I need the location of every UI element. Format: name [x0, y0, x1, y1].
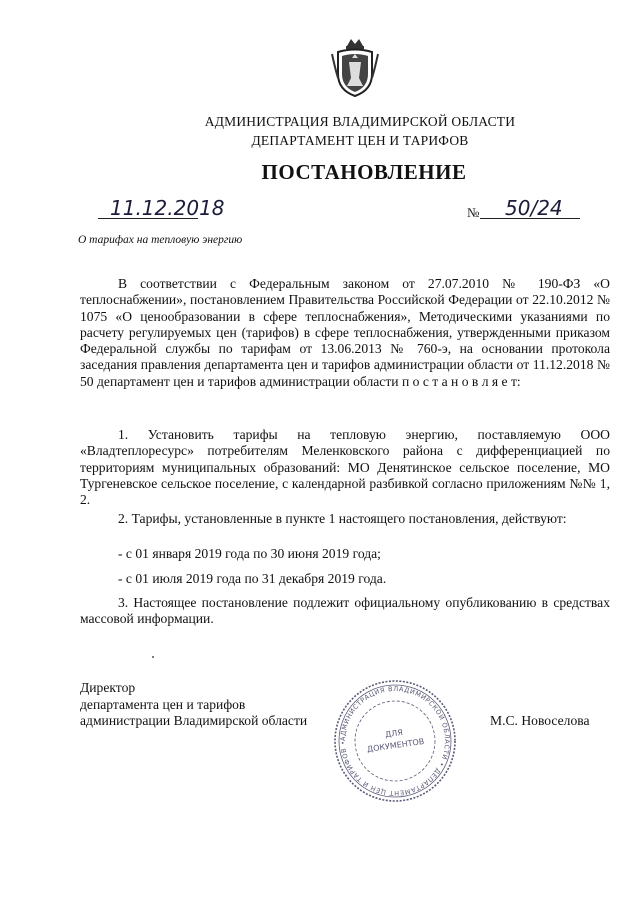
official-stamp [332, 678, 458, 804]
stamp-center-line1: ДЛЯ [384, 727, 404, 740]
signature-block [80, 680, 307, 730]
document-subject: О тарифах на тепловую энергию [78, 234, 243, 246]
signatory-administration: администрации Владимирской области [80, 713, 308, 728]
stamp-center-line2: ДОКУМЕНТОВ [366, 736, 425, 754]
speck [152, 656, 154, 658]
document-date: 11.12.2018 [110, 196, 225, 220]
item-2-paragraph: 2. Тарифы, установленные в пункте 1 настоящего постановления, действуют: [118, 511, 567, 526]
document-number: 50/24 [505, 196, 563, 220]
preamble-paragraph: В соответствии с Федеральным законом от 27.07.2010 № 190-ФЗ «О теплоснабжении», постановлением Правительства Российской Федерации от 22.10.2012 № 1075 «О ценообразовании в сфере теплоснабжения», Методическими указаниями по расчету регулируемых цен (тарифов) в сфере теплоснабжения, утвержденными приказом Федеральной службы по тарифам от 13.06.2013 № 760-э, на основании протокола заседания правления департамента цен и тарифов администрации области от 11.12.2018 № 50 департамент цен и тарифов администрации области п о с т а н о в л я е т: [80, 276, 610, 389]
item-3-paragraph: 3. Настоящее постановление подлежит официальному опубликованию в средствах массовой информации. [80, 595, 610, 627]
date-underline [98, 218, 198, 219]
org-name: АДМИНИСТРАЦИЯ ВЛАДИМИРСКОЙ ОБЛАСТИ [204, 114, 516, 129]
coat-of-arms-icon [330, 36, 380, 98]
period-1-text: - с 01 января 2019 года по 30 июня 2019 года; [118, 546, 381, 561]
stamp-ring-text: АДМИНИСТРАЦИЯ ВЛАДИМИРСКОЙ ОБЛАСТИ • ДЕПАРТАМЕНТ ЦЕН И ТАРИФОВ • [338, 684, 452, 798]
period-2-text: - с 01 июля 2019 года по 31 декабря 2019 года. [118, 571, 387, 586]
signatory-name: М.С. Новоселова [490, 713, 590, 728]
number-underline [480, 218, 580, 219]
number-label: № [467, 205, 480, 220]
signatory-department: департамента цен и тарифов [80, 696, 246, 712]
item-1-paragraph: 1. Установить тарифы на тепловую энергию, поставляемую ООО «Владтеплоресурс» потребителям Меленковского района с дифференциацией по территориям муниципальных образований: МО Денятинское сельское поселение, МО Тургеневское сельское поселение, с календарной разбивкой согласно приложениям №№ 1, 2. [80, 427, 610, 508]
department-name: ДЕПАРТАМЕНТ ЦЕН И ТАРИФОВ [251, 133, 469, 148]
document-title: ПОСТАНОВЛЕНИЕ [261, 160, 467, 184]
signatory-position: Директор [80, 680, 136, 695]
